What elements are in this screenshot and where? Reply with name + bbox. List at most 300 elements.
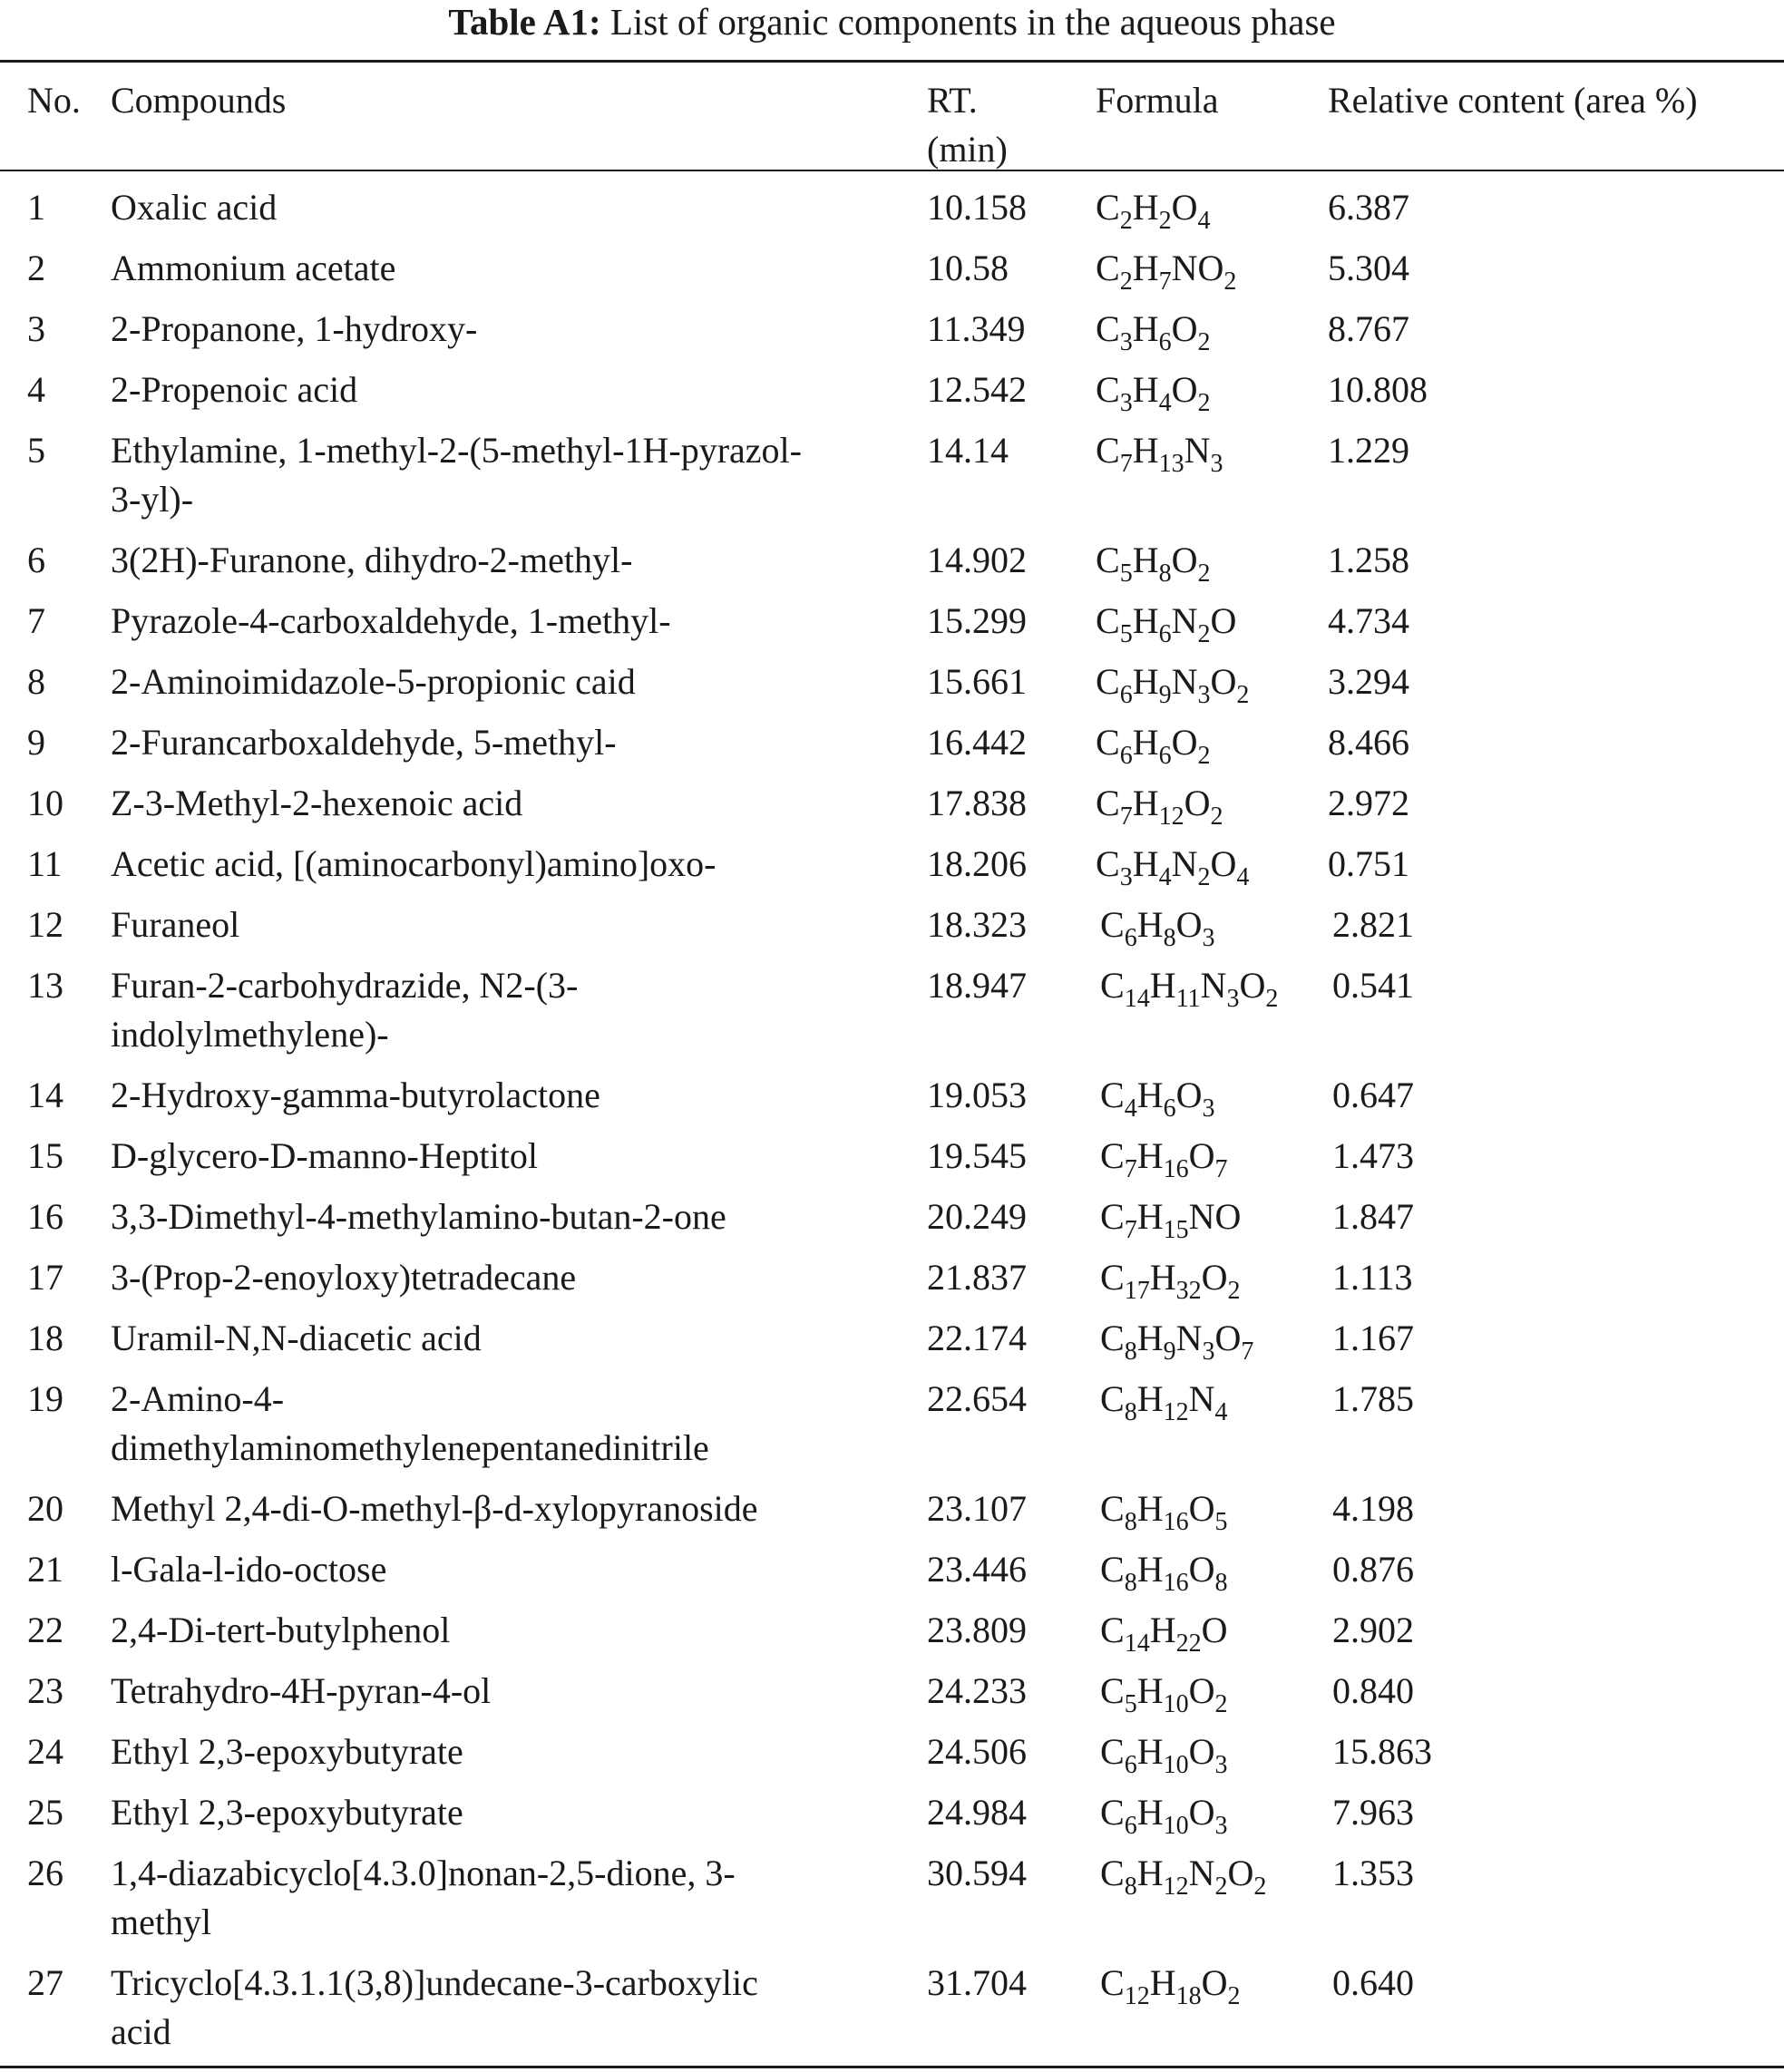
cell-formula — [1096, 597, 1322, 646]
formula-element: C — [1100, 1549, 1125, 1590]
formula-subscript: 9 — [1163, 1338, 1176, 1366]
formula-subscript: 8 — [1124, 1569, 1137, 1597]
cell-formula — [1100, 1484, 1327, 1536]
formula-subscript: 16 — [1163, 1569, 1189, 1597]
cell-compound: Acetic acid, [(aminocarbonyl)amino]oxo- — [111, 843, 717, 884]
formula-element: C — [1100, 1257, 1125, 1298]
table-body — [0, 183, 1784, 2068]
cell-no: 15 — [27, 1135, 63, 1176]
formula-subscript: 2 — [1119, 207, 1133, 235]
formula-element: O — [1171, 308, 1198, 349]
formula-element: N — [1171, 600, 1198, 641]
cell-relative-content: 8.466 — [1328, 722, 1409, 763]
cell-relative-content: 3.294 — [1328, 661, 1409, 702]
cell-compound — [111, 426, 909, 524]
formula-element: H — [1132, 369, 1159, 410]
formula-subscript: 10 — [1163, 1812, 1189, 1840]
cell-rt: 21.837 — [927, 1257, 1027, 1298]
formula-subscript: 2 — [1158, 207, 1172, 235]
formula-element: C — [1100, 1075, 1125, 1115]
formula-element: H — [1132, 540, 1159, 580]
formula-element: C — [1100, 1853, 1125, 1893]
formula-subscript: 14 — [1124, 985, 1150, 1013]
compound-line: Ethylamine, 1-methyl-2-(5-methyl-1H-pyrazol- — [111, 430, 802, 471]
cell-relative-content: 1.847 — [1332, 1196, 1414, 1237]
cell-relative-content: 10.808 — [1328, 369, 1428, 410]
formula-element: N — [1184, 430, 1211, 471]
cell-relative-content: 5.304 — [1328, 248, 1409, 288]
formula-subscript: 6 — [1124, 924, 1137, 952]
formula-subscript: 7 — [1158, 268, 1172, 296]
formula-element: O — [1188, 1731, 1215, 1772]
cell-compound: 2,4-Di-tert-butylphenol — [111, 1610, 451, 1650]
header-rule — [0, 170, 1784, 171]
formula-element: H — [1132, 430, 1159, 471]
table-row — [0, 961, 1784, 1071]
cell-compound — [111, 1959, 909, 2057]
compound-line: indolylmethylene)- — [111, 1014, 389, 1055]
formula-subscript: 6 — [1158, 620, 1172, 648]
formula-element: O — [1188, 1549, 1215, 1590]
formula-element: H — [1136, 1318, 1164, 1358]
cell-compound: 3-(Prop-2-enoyloxy)tetradecane — [111, 1257, 577, 1298]
formula-element: H — [1136, 904, 1164, 945]
cell-formula — [1096, 718, 1322, 770]
cell-compound: Oxalic acid — [111, 187, 278, 228]
cell-formula — [1096, 183, 1322, 235]
table-row — [0, 1314, 1784, 1375]
table-row — [0, 1788, 1784, 1849]
formula-element: H — [1132, 661, 1159, 702]
cell-rt: 14.902 — [927, 540, 1027, 580]
cell-relative-content: 2.972 — [1328, 783, 1409, 823]
cell-no: 7 — [27, 600, 45, 641]
formula-subscript: 6 — [1158, 742, 1172, 770]
cell-no: 18 — [27, 1318, 63, 1358]
cell-compound: Ammonium acetate — [111, 248, 396, 288]
cell-rt: 15.661 — [927, 661, 1027, 702]
cell-formula — [1100, 900, 1327, 952]
formula-subscript: 8 — [1124, 1398, 1137, 1426]
cell-formula — [1100, 961, 1327, 1013]
formula-subscript: 9 — [1158, 681, 1172, 709]
cell-compound: 2-Propenoic acid — [111, 369, 358, 410]
formula-element: O — [1175, 904, 1203, 945]
formula-element: O — [1201, 1962, 1228, 2003]
cell-formula — [1100, 1192, 1327, 1244]
formula-subscript: 10 — [1163, 1751, 1189, 1779]
cell-formula — [1100, 1849, 1327, 1901]
cell-relative-content: 1.353 — [1332, 1853, 1414, 1893]
cell-formula — [1100, 1132, 1327, 1181]
cell-compound: Tetrahydro-4H-pyran-4-ol — [111, 1670, 492, 1711]
cell-formula — [1100, 1071, 1327, 1123]
cell-no: 4 — [27, 369, 45, 410]
formula-subscript: 5 — [1124, 1690, 1137, 1718]
cell-compound: Ethyl 2,3-epoxybutyrate — [111, 1731, 463, 1772]
formula-subscript: 16 — [1163, 1508, 1189, 1536]
formula-subscript: 2 — [1119, 268, 1133, 296]
formula-element: O — [1188, 1670, 1215, 1711]
table-row — [0, 536, 1784, 597]
compound-line: 2-Amino-4- — [111, 1378, 285, 1419]
formula-subscript: 2 — [1214, 1873, 1228, 1901]
formula-element: C — [1096, 661, 1120, 702]
cell-no: 9 — [27, 722, 45, 763]
formula-subscript: 16 — [1163, 1155, 1189, 1183]
table-row — [0, 244, 1784, 305]
formula-element: H — [1136, 1731, 1164, 1772]
formula-element: C — [1100, 1670, 1125, 1711]
cell-rt: 16.442 — [927, 722, 1027, 763]
cell-no: 25 — [27, 1792, 63, 1833]
formula-subscript: 12 — [1158, 803, 1184, 831]
formula-subscript: 8 — [1124, 1873, 1137, 1901]
cell-formula — [1100, 1375, 1327, 1424]
cell-rt: 12.542 — [927, 369, 1027, 410]
cell-formula — [1100, 1253, 1327, 1305]
cell-rt: 15.299 — [927, 600, 1027, 641]
formula-subscript: 8 — [1214, 1569, 1228, 1597]
cell-compound: 2-Aminoimidazole-5-propionic caid — [111, 661, 636, 702]
formula-subscript: 2 — [1197, 559, 1211, 588]
header-rt-line2: (min) — [927, 129, 1008, 170]
cell-formula — [1096, 244, 1322, 296]
table-label: Table A1: — [448, 1, 601, 43]
formula-element: N — [1188, 1853, 1215, 1893]
table-row — [0, 365, 1784, 426]
formula-element: C — [1096, 369, 1120, 410]
formula-element: H — [1136, 1075, 1164, 1115]
cell-formula — [1100, 1959, 1327, 2008]
table-row — [0, 718, 1784, 779]
cell-no: 17 — [27, 1257, 63, 1298]
cell-no: 22 — [27, 1610, 63, 1650]
formula-subscript: 12 — [1124, 1982, 1150, 2010]
formula-subscript: 2 — [1223, 268, 1237, 296]
cell-rt: 23.107 — [927, 1488, 1027, 1529]
cell-compound — [111, 961, 909, 1059]
cell-compound: D-glycero-D-manno-Heptitol — [111, 1135, 538, 1176]
cell-compound: 3,3-Dimethyl-4-methylamino-butan-2-one — [111, 1196, 726, 1237]
formula-subscript: 7 — [1124, 1155, 1137, 1183]
cell-no: 23 — [27, 1670, 63, 1711]
formula-subscript: 3 — [1202, 1338, 1215, 1366]
formula-subscript: 4 — [1124, 1094, 1137, 1123]
formula-subscript: 14 — [1124, 1629, 1150, 1658]
formula-element: N — [1171, 843, 1198, 884]
formula-subscript: 3 — [1119, 863, 1133, 891]
formula-element: H — [1132, 783, 1159, 823]
formula-subscript: 2 — [1197, 863, 1211, 891]
cell-relative-content: 4.734 — [1328, 600, 1409, 641]
formula-subscript: 4 — [1158, 863, 1172, 891]
cell-formula — [1100, 1667, 1327, 1716]
formula-element: H — [1132, 308, 1159, 349]
header-rt-line1: RT. — [927, 80, 978, 121]
cell-compound: Furaneol — [111, 904, 240, 945]
cell-rt: 23.446 — [927, 1549, 1027, 1590]
formula-subscript: 4 — [1158, 389, 1172, 417]
formula-subscript: 2 — [1197, 620, 1211, 648]
table-row — [0, 597, 1784, 657]
cell-relative-content: 0.640 — [1332, 1962, 1414, 2003]
formula-subscript: 3 — [1214, 1812, 1228, 1840]
formula-element: O — [1188, 1135, 1215, 1176]
cell-rt: 19.545 — [927, 1135, 1027, 1176]
formula-subscript: 22 — [1175, 1629, 1202, 1658]
cell-no: 24 — [27, 1731, 63, 1772]
table-row — [0, 1606, 1784, 1667]
compound-line: methyl — [111, 1902, 212, 1942]
table-row — [0, 1071, 1784, 1132]
formula-element: O — [1171, 187, 1198, 228]
cell-rt: 24.233 — [927, 1670, 1027, 1711]
formula-subscript: 2 — [1214, 1690, 1228, 1718]
formula-element: C — [1096, 430, 1120, 471]
table-row — [0, 1253, 1784, 1314]
formula-element: NO — [1188, 1196, 1242, 1237]
cell-relative-content: 15.863 — [1332, 1731, 1432, 1772]
formula-subscript: 6 — [1119, 681, 1133, 709]
cell-relative-content: 4.198 — [1332, 1488, 1414, 1529]
cell-rt: 14.14 — [927, 430, 1009, 471]
cell-compound: 3(2H)-Furanone, dihydro-2-methyl- — [111, 540, 633, 580]
formula-subscript: 3 — [1202, 1094, 1215, 1123]
cell-formula — [1096, 536, 1322, 588]
formula-subscript: 2 — [1197, 742, 1211, 770]
compound-line: 1,4-diazabicyclo[4.3.0]nonan-2,5-dione, 3- — [111, 1853, 736, 1893]
formula-element: O — [1188, 1792, 1215, 1833]
cell-formula — [1100, 1545, 1327, 1597]
table-caption — [0, 2, 1784, 42]
formula-element: C — [1096, 248, 1120, 288]
cell-formula — [1096, 657, 1322, 709]
compound-line: Furan-2-carbohydrazide, N2-(3- — [111, 965, 579, 1006]
formula-element: O — [1227, 1853, 1254, 1893]
formula-element: H — [1136, 1378, 1164, 1419]
formula-element: C — [1096, 540, 1120, 580]
formula-subscript: 6 — [1158, 328, 1172, 356]
formula-subscript: 6 — [1119, 742, 1133, 770]
formula-subscript: 2 — [1197, 389, 1211, 417]
cell-rt: 10.58 — [927, 248, 1009, 288]
cell-formula — [1096, 779, 1322, 831]
formula-element: NO — [1171, 248, 1224, 288]
table-row — [0, 1375, 1784, 1484]
formula-element: O — [1201, 1610, 1228, 1650]
cell-no: 14 — [27, 1075, 63, 1115]
compound-line: 3-yl)- — [111, 479, 194, 520]
cell-no: 5 — [27, 430, 45, 471]
formula-subscript: 6 — [1124, 1751, 1137, 1779]
formula-element: C — [1096, 722, 1120, 763]
cell-rt: 17.838 — [927, 783, 1027, 823]
cell-relative-content: 1.167 — [1332, 1318, 1414, 1358]
cell-rt: 18.947 — [927, 965, 1027, 1006]
compound-line: acid — [111, 2011, 171, 2052]
cell-formula — [1100, 1727, 1327, 1779]
cell-formula — [1096, 305, 1322, 354]
formula-element: O — [1171, 540, 1198, 580]
cell-no: 8 — [27, 661, 45, 702]
cell-compound: 2-Propanone, 1-hydroxy- — [111, 308, 478, 349]
formula-subscript: 2 — [1197, 328, 1211, 356]
cell-rt: 30.594 — [927, 1853, 1027, 1893]
cell-no: 1 — [27, 187, 45, 228]
cell-rt: 22.654 — [927, 1378, 1027, 1419]
header-compounds: Compounds — [111, 80, 287, 121]
cell-compound: Z-3-Methyl-2-hexenoic acid — [111, 783, 523, 823]
formula-element: H — [1136, 1488, 1164, 1529]
formula-element: H — [1136, 1196, 1164, 1237]
formula-subscript: 8 — [1124, 1508, 1137, 1536]
cell-no: 2 — [27, 248, 45, 288]
formula-subscript: 17 — [1124, 1277, 1150, 1305]
formula-element: C — [1096, 308, 1120, 349]
formula-element: H — [1149, 1962, 1176, 2003]
header-no: No. — [27, 80, 81, 121]
formula-subscript: 2 — [1227, 1982, 1241, 2010]
table-row — [0, 426, 1784, 536]
table-row — [0, 1192, 1784, 1253]
formula-element: H — [1149, 1610, 1176, 1650]
formula-subscript: 2 — [1236, 681, 1250, 709]
formula-element: H — [1136, 1853, 1164, 1893]
table-row — [0, 1484, 1784, 1545]
formula-subscript: 13 — [1158, 450, 1184, 478]
cell-no: 6 — [27, 540, 45, 580]
formula-subscript: 5 — [1119, 559, 1133, 588]
table-row — [0, 900, 1784, 961]
cell-formula — [1096, 840, 1322, 889]
cell-no: 26 — [27, 1853, 63, 1893]
cell-formula — [1100, 1788, 1327, 1840]
formula-element: C — [1100, 965, 1125, 1006]
cell-relative-content: 0.647 — [1332, 1075, 1414, 1115]
formula-element: H — [1136, 1670, 1164, 1711]
header-formula: Formula — [1096, 80, 1219, 121]
formula-element: O — [1210, 600, 1237, 641]
bottom-rule — [0, 2066, 1784, 2068]
formula-subscript: 5 — [1214, 1508, 1228, 1536]
formula-subscript: 2 — [1227, 1277, 1241, 1305]
formula-subscript: 10 — [1163, 1690, 1189, 1718]
formula-subscript: 3 — [1210, 450, 1223, 478]
header-relative-content: Relative content (area %) — [1328, 80, 1698, 121]
cell-compound: Pyrazole-4-carboxaldehyde, 1-methyl- — [111, 600, 671, 641]
formula-element: C — [1096, 187, 1120, 228]
cell-relative-content: 0.840 — [1332, 1670, 1414, 1711]
formula-subscript: 7 — [1119, 803, 1133, 831]
cell-compound: Ethyl 2,3-epoxybutyrate — [111, 1792, 463, 1833]
table-row — [0, 1132, 1784, 1192]
formula-subscript: 7 — [1241, 1338, 1254, 1366]
cell-rt: 10.158 — [927, 187, 1027, 228]
formula-subscript: 7 — [1124, 1216, 1137, 1244]
formula-element: H — [1132, 722, 1159, 763]
table-row — [0, 1667, 1784, 1727]
formula-element: C — [1100, 1135, 1125, 1176]
formula-element: H — [1132, 248, 1159, 288]
formula-element: O — [1239, 965, 1266, 1006]
cell-no: 11 — [27, 843, 63, 884]
formula-element: O — [1188, 1488, 1215, 1529]
formula-subscript: 12 — [1163, 1873, 1189, 1901]
cell-compound: Methyl 2,4-di-O-methyl-β-d-xylopyranoside — [111, 1488, 758, 1529]
formula-element: C — [1100, 1610, 1125, 1650]
cell-relative-content: 7.963 — [1332, 1792, 1414, 1833]
table-row — [0, 1849, 1784, 1959]
formula-element: O — [1184, 783, 1211, 823]
cell-no: 27 — [27, 1962, 63, 2003]
cell-rt: 24.984 — [927, 1792, 1027, 1833]
formula-element: H — [1132, 600, 1159, 641]
formula-subscript: 3 — [1119, 389, 1133, 417]
cell-formula — [1100, 1314, 1327, 1366]
cell-relative-content: 8.767 — [1328, 308, 1409, 349]
cell-rt: 31.704 — [927, 1962, 1027, 2003]
formula-element: H — [1132, 843, 1159, 884]
compound-line: dimethylaminomethylenepentanedinitrile — [111, 1427, 709, 1468]
formula-element: H — [1136, 1549, 1164, 1590]
formula-subscript: 2 — [1253, 1873, 1267, 1901]
cell-rt: 11.349 — [927, 308, 1026, 349]
cell-rt: 18.323 — [927, 904, 1027, 945]
formula-subscript: 8 — [1158, 559, 1172, 588]
cell-relative-content: 2.902 — [1332, 1610, 1414, 1650]
cell-relative-content: 6.387 — [1328, 187, 1409, 228]
formula-element: O — [1201, 1257, 1228, 1298]
formula-subscript: 12 — [1163, 1398, 1189, 1426]
formula-subscript: 2 — [1265, 985, 1279, 1013]
formula-element: C — [1096, 600, 1120, 641]
formula-element: H — [1136, 1792, 1164, 1833]
cell-rt: 24.506 — [927, 1731, 1027, 1772]
formula-subscript: 2 — [1210, 803, 1223, 831]
formula-subscript: 15 — [1163, 1216, 1189, 1244]
cell-relative-content: 1.473 — [1332, 1135, 1414, 1176]
formula-subscript: 4 — [1236, 863, 1250, 891]
formula-element: C — [1100, 1196, 1125, 1237]
cell-compound — [111, 1375, 909, 1473]
formula-element: N — [1175, 1318, 1203, 1358]
formula-subscript: 5 — [1119, 620, 1133, 648]
formula-element: H — [1136, 1135, 1164, 1176]
cell-compound: Uramil-N,N-diacetic acid — [111, 1318, 482, 1358]
cell-compound — [111, 1849, 909, 1947]
formula-element: O — [1175, 1075, 1203, 1115]
cell-relative-content: 1.785 — [1332, 1378, 1414, 1419]
header-rt — [927, 76, 1081, 174]
cell-compound: 2-Hydroxy-gamma-butyrolactone — [111, 1075, 600, 1115]
formula-subscript: 6 — [1163, 1094, 1176, 1123]
cell-compound: 2-Furancarboxaldehyde, 5-methyl- — [111, 722, 617, 763]
formula-element: C — [1100, 1792, 1125, 1833]
cell-no: 12 — [27, 904, 63, 945]
cell-relative-content: 0.876 — [1332, 1549, 1414, 1590]
formula-subscript: 11 — [1175, 985, 1201, 1013]
formula-subscript: 3 — [1197, 681, 1211, 709]
cell-no: 3 — [27, 308, 45, 349]
cell-rt: 22.174 — [927, 1318, 1027, 1358]
table-row — [0, 1959, 1784, 2068]
formula-element: O — [1171, 722, 1198, 763]
formula-element: C — [1100, 1318, 1125, 1358]
formula-subscript: 4 — [1197, 207, 1211, 235]
cell-no: 10 — [27, 783, 63, 823]
formula-element: C — [1100, 1962, 1125, 2003]
